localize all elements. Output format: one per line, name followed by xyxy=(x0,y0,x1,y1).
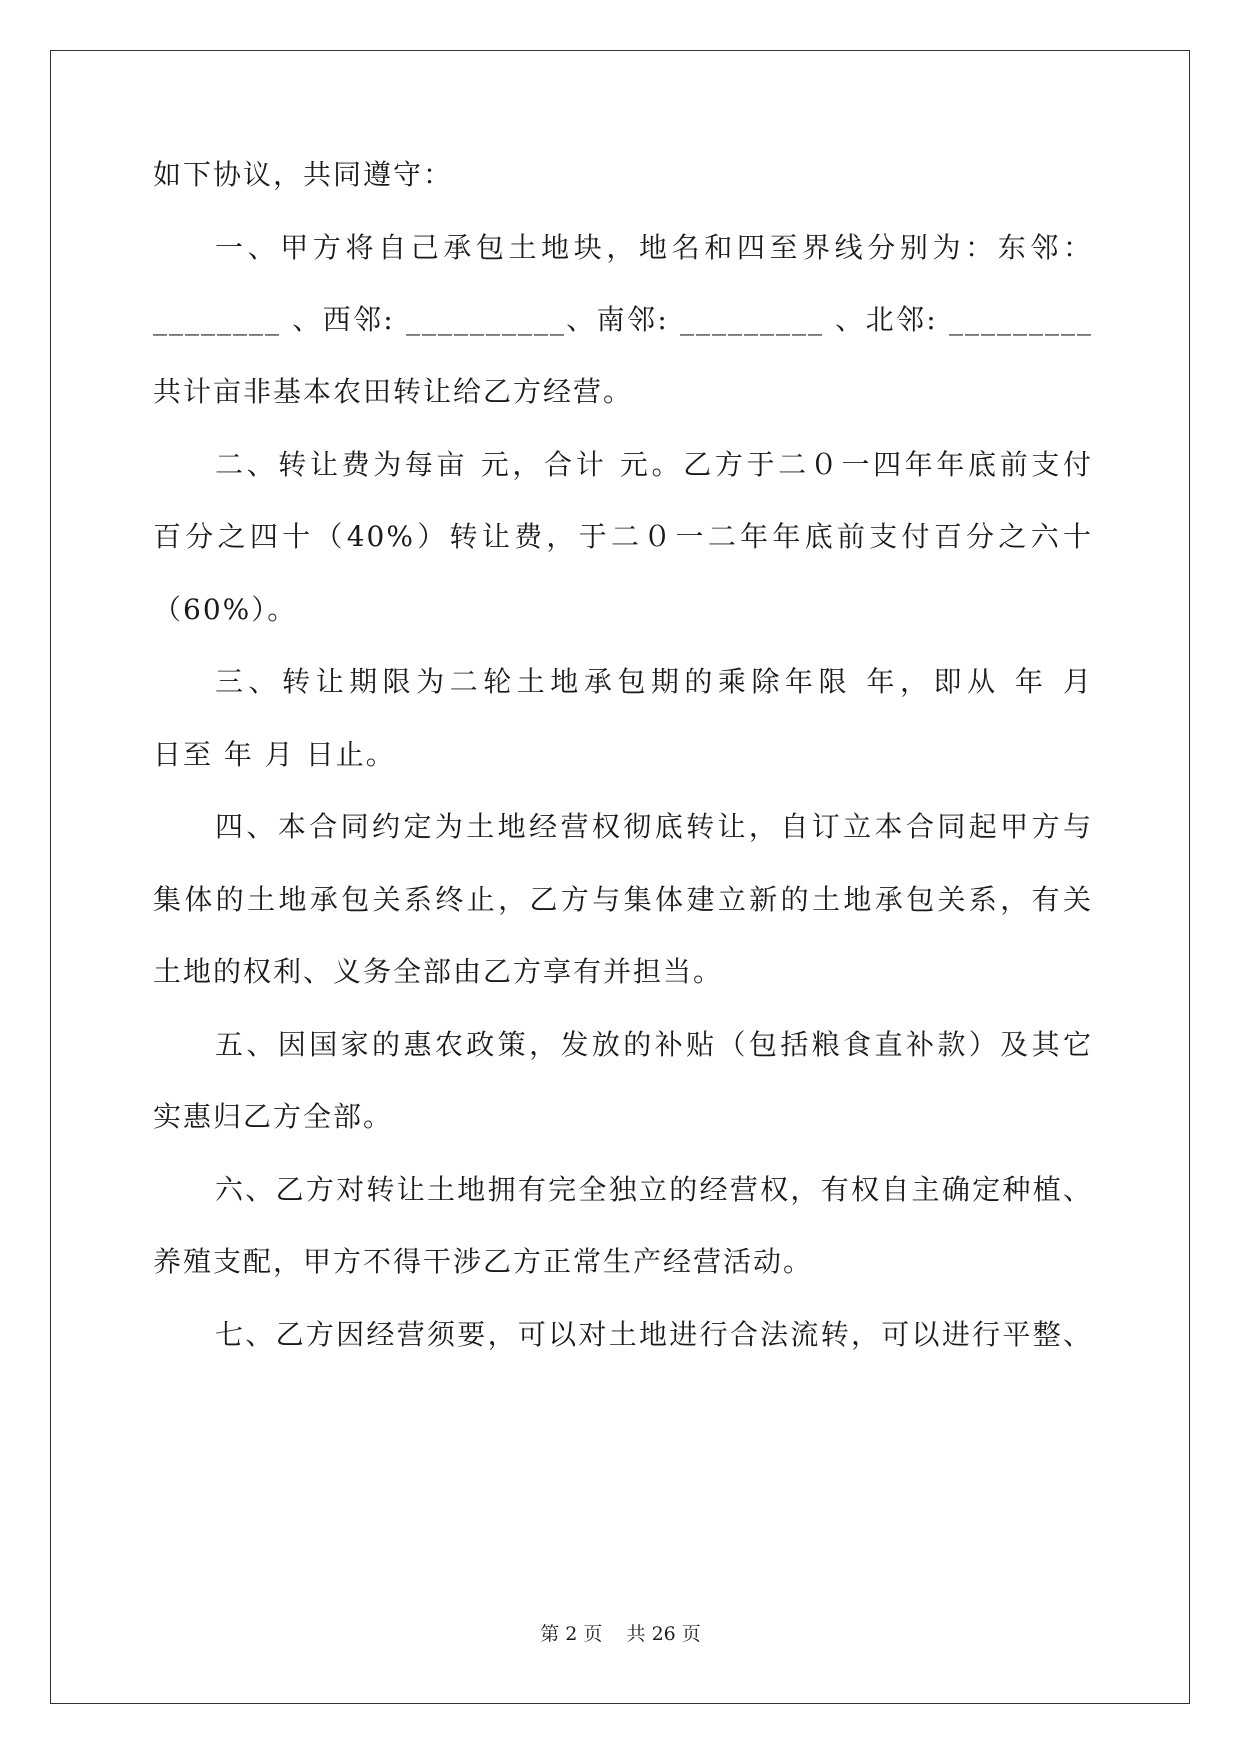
clause-7-line-1: 七、乙方因经营须要，可以对土地进行合法流转，可以进行平整、 xyxy=(215,1318,1093,1351)
boundary-fields: ________ 、西邻: __________、南邻: _________ 、北邻: _________ xyxy=(153,303,1093,336)
clause-6-line-2: 养殖支配，甲方不得干涉乙方正常生产经营活动。 xyxy=(153,1245,814,1278)
clause-6-line-1: 六、乙方对转让土地拥有完全独立的经营权，有权自主确定种植、 xyxy=(215,1173,1093,1206)
clause-4-line-2: 集体的土地承包关系终止，乙方与集体建立新的土地承包关系，有关 xyxy=(153,883,1093,916)
clause-4-line-1: 四、本合同约定为土地经营权彻底转让，自订立本合同起甲方与 xyxy=(215,810,1093,843)
clause-3-line-1: 三、转让期限为二轮土地承包期的乘除年限 年，即从 年 月 xyxy=(215,665,1093,698)
clause-1-line-1: 一、甲方将自己承包土地块，地名和四至界线分别为：东邻： xyxy=(215,231,1093,264)
text-line-1: 如下协议，共同遵守： xyxy=(153,158,454,191)
clause-2-line-1: 二、转让费为每亩 元，合计 元。乙方于二０一四年年底前支付 xyxy=(215,448,1093,481)
clause-4-line-3: 土地的权利、义务全部由乙方享有并担当。 xyxy=(153,955,724,988)
page-border xyxy=(50,50,1190,1704)
clause-3-line-2: 日至 年 月 日止。 xyxy=(153,738,396,771)
clause-2-line-3: （60%）。 xyxy=(153,593,298,626)
clause-5-line-2: 实惠归乙方全部。 xyxy=(153,1100,394,1133)
clause-5-line-1: 五、因国家的惠农政策，发放的补贴（包括粮食直补款）及其它 xyxy=(215,1028,1093,1061)
clause-1-boundaries xyxy=(153,300,1093,340)
clause-1-line-3: 共计亩非基本农田转让给乙方经营。 xyxy=(153,375,634,408)
clause-2-line-2: 百分之四十（40%）转让费，于二０一二年年底前支付百分之六十 xyxy=(153,520,1093,553)
page-number: 第 2 页 共 26 页 xyxy=(540,1623,701,1645)
